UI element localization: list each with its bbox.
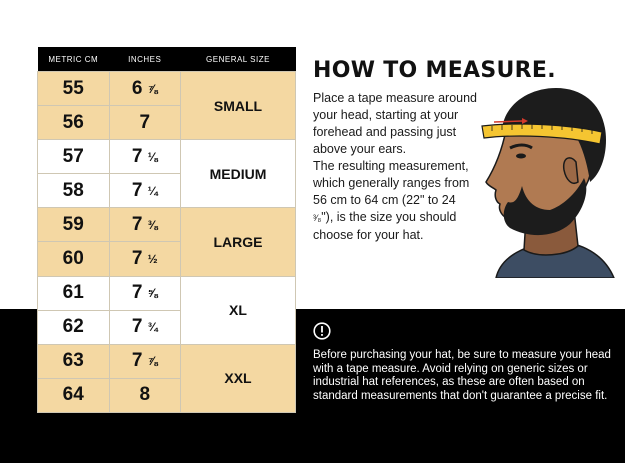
inch-cell: 7 ¾ bbox=[109, 310, 181, 344]
metric-cell: 55 bbox=[38, 72, 110, 106]
inch-cell: 7 ⅝ bbox=[109, 276, 181, 310]
metric-cell: 57 bbox=[38, 140, 110, 174]
metric-cell: 63 bbox=[38, 344, 110, 378]
inch-cell: 7 ¼ bbox=[109, 174, 181, 208]
header-general-size: GENERAL SIZE bbox=[181, 47, 296, 72]
metric-cell: 59 bbox=[38, 208, 110, 242]
tape-arrow-line bbox=[494, 121, 522, 122]
inch-cell: 8 bbox=[109, 378, 181, 412]
table-row bbox=[38, 208, 296, 242]
size-chart-table bbox=[37, 47, 296, 413]
header-inches: INCHES bbox=[109, 47, 181, 72]
general-size-cell: XL bbox=[181, 276, 296, 344]
instruction-step-2: The resulting measurement, which generally ranges from 56 cm to 64 cm (22" to 24 ³⁄₈"), is the size you should choose for your hat. bbox=[313, 159, 470, 242]
general-size-cell: SMALL bbox=[181, 72, 296, 140]
eye-shape bbox=[516, 154, 526, 159]
metric-cell: 62 bbox=[38, 310, 110, 344]
table-row bbox=[38, 344, 296, 378]
metric-cell: 56 bbox=[38, 106, 110, 140]
metric-cell: 64 bbox=[38, 378, 110, 412]
exclamation-circle-icon bbox=[313, 322, 331, 340]
inch-cell: 7 ⅜ bbox=[109, 208, 181, 242]
table-header-row bbox=[38, 47, 296, 72]
inch-cell: 7 bbox=[109, 106, 181, 140]
metric-cell: 58 bbox=[38, 174, 110, 208]
warning-text: Before purchasing your hat, be sure to measure your head with a tape measure. Avoid relying on generic sizes or industrial hat references, as these are often based on standard measurements that don't guarantee a precise fit. bbox=[313, 349, 611, 402]
instruction-step-1: Place a tape measure around your head, starting at your forehead and passing just above your ears. bbox=[313, 91, 477, 156]
table-row bbox=[38, 140, 296, 174]
measure-instructions bbox=[313, 90, 478, 244]
inch-cell: 6 ⅞ bbox=[109, 72, 181, 106]
page-title: HOW TO MEASURE. bbox=[313, 58, 556, 83]
inch-cell: 7 ⅛ bbox=[109, 140, 181, 174]
table-row bbox=[38, 72, 296, 106]
head-measure-illustration bbox=[466, 78, 616, 278]
table-row bbox=[38, 276, 296, 310]
general-size-cell: MEDIUM bbox=[181, 140, 296, 208]
metric-cell: 61 bbox=[38, 276, 110, 310]
metric-cell: 60 bbox=[38, 242, 110, 276]
inch-cell: 7 ⅞ bbox=[109, 344, 181, 378]
general-size-cell: LARGE bbox=[181, 208, 296, 276]
header-metric-cm: METRIC CM bbox=[38, 47, 110, 72]
general-size-cell: XXL bbox=[181, 344, 296, 412]
inch-cell: 7 ½ bbox=[109, 242, 181, 276]
